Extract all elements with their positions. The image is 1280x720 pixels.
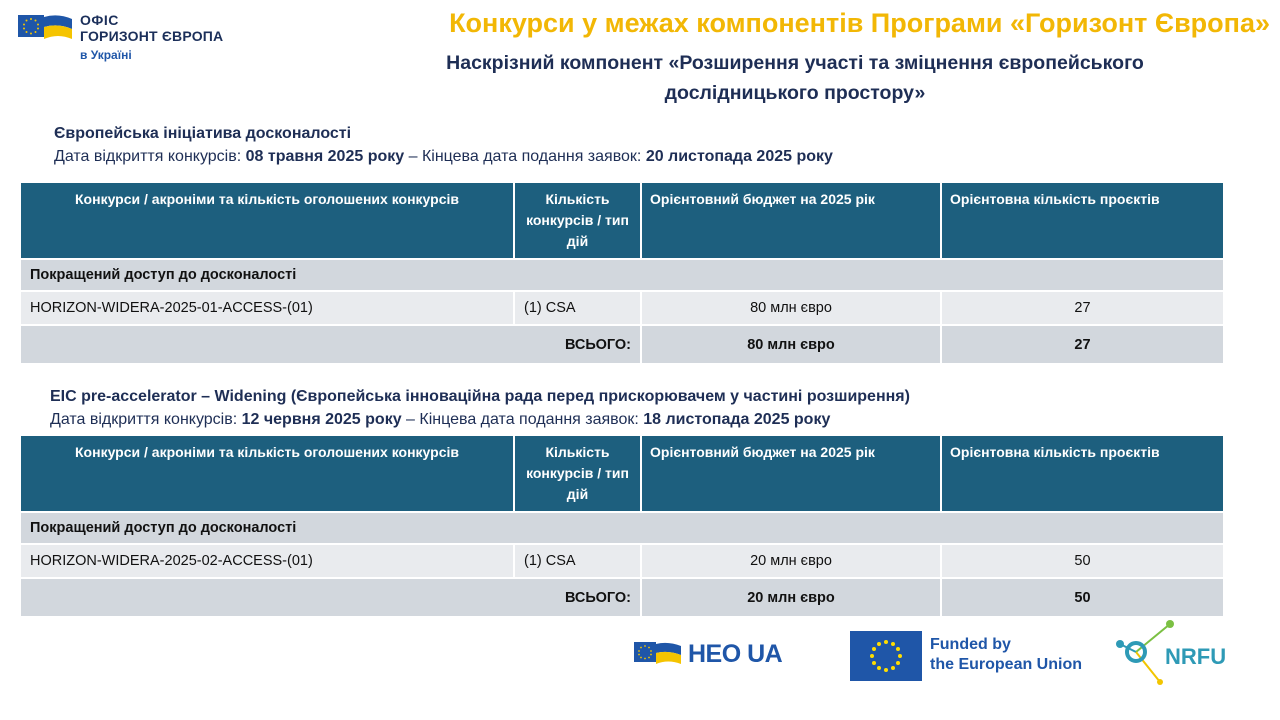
header-count-type: Кількість конкурсів / тип дій bbox=[514, 183, 641, 259]
section-2-open-date: 12 червня 2025 року bbox=[241, 411, 402, 428]
table-group-row bbox=[21, 259, 1223, 291]
header-budget: Орієнтовний бюджет на 2025 рік bbox=[641, 183, 941, 259]
table-group-row bbox=[21, 512, 1223, 544]
call-budget: 20 млн євро bbox=[641, 544, 941, 578]
section-2-dates bbox=[50, 411, 830, 429]
section-1-dates bbox=[54, 148, 833, 166]
subtitle-line2: дослідницького простору» bbox=[664, 82, 926, 104]
header-projects: Орієнтовна кількість проєктів bbox=[941, 183, 1223, 259]
total-label: ВСЬОГО: bbox=[21, 325, 641, 363]
eu-ukraine-flag-icon bbox=[18, 15, 74, 43]
call-id: HORIZON-WIDERA-2025-01-ACCESS-(01) bbox=[21, 291, 514, 325]
eu-line1: Funded by bbox=[930, 636, 1011, 653]
header-budget: Орієнтовний бюджет на 2025 рік bbox=[641, 436, 941, 512]
office-logo-line3: в Україні bbox=[80, 48, 132, 62]
call-type: (1) CSA bbox=[514, 291, 641, 325]
heo-ua-logo bbox=[634, 640, 794, 672]
nrfu-logo bbox=[1114, 618, 1244, 688]
section-2-deadline-label: – Кінцева дата подання заявок: bbox=[401, 411, 644, 428]
total-label: ВСЬОГО: bbox=[21, 578, 641, 616]
group-label: Покращений доступ до досконалості bbox=[21, 259, 1223, 291]
eu-line2: the European Union bbox=[930, 656, 1082, 673]
call-budget: 80 млн євро bbox=[641, 291, 941, 325]
page-subtitle bbox=[320, 48, 1270, 108]
table-total-row bbox=[21, 325, 1223, 363]
funded-by-eu-logo bbox=[850, 631, 1090, 681]
table-total-row bbox=[21, 578, 1223, 616]
office-logo-line2: ГОРИЗОНТ ЄВРОПА bbox=[80, 28, 224, 44]
heo-ua-text: HEO UA bbox=[688, 640, 783, 668]
table-row bbox=[21, 544, 1223, 578]
header-projects: Орієнтовна кількість проєктів bbox=[941, 436, 1223, 512]
section-1-open-date: 08 травня 2025 року bbox=[245, 148, 405, 165]
header-calls: Конкурси / акроніми та кількість оголошених конкурсів bbox=[21, 436, 514, 512]
call-projects: 27 bbox=[941, 291, 1223, 325]
section-1-calls-table bbox=[21, 183, 1223, 363]
office-logo-line1: ОФІС bbox=[80, 12, 119, 28]
total-projects: 50 bbox=[941, 578, 1223, 616]
call-id: HORIZON-WIDERA-2025-02-ACCESS-(01) bbox=[21, 544, 514, 578]
section-2-deadline-date: 18 листопада 2025 року bbox=[643, 411, 831, 428]
eu-ukraine-flag-icon bbox=[634, 642, 682, 668]
subtitle-line1: Наскрізний компонент «Розширення участі та зміцнення європейського bbox=[446, 52, 1144, 74]
page-title: Конкурси у межах компонентів Програми «Горизонт Європа» bbox=[449, 8, 1270, 38]
section-1-deadline-label: – Кінцева дата подання заявок: bbox=[404, 148, 646, 165]
total-projects: 27 bbox=[941, 325, 1223, 363]
section-2-open-label: Дата відкриття конкурсів: bbox=[50, 411, 242, 428]
section-2-heading: EIC pre-accelerator – Widening (Європейська інноваційна рада перед прискорювачем у частині розширення) bbox=[50, 388, 910, 405]
call-type: (1) CSA bbox=[514, 544, 641, 578]
office-logo-text bbox=[80, 12, 223, 63]
section-1-deadline-date: 20 листопада 2025 року bbox=[645, 148, 833, 165]
section-1-heading: Європейська ініціатива досконалості bbox=[54, 125, 352, 142]
total-budget: 20 млн євро bbox=[641, 578, 941, 616]
funded-by-eu-text bbox=[930, 635, 1082, 675]
table-header-row bbox=[21, 436, 1223, 512]
nrfu-text: NRFU bbox=[1165, 644, 1227, 669]
call-projects: 50 bbox=[941, 544, 1223, 578]
section-1-open-label: Дата відкриття конкурсів: bbox=[54, 148, 246, 165]
eu-flag-icon bbox=[850, 631, 922, 681]
group-label: Покращений доступ до досконалості bbox=[21, 512, 1223, 544]
total-budget: 80 млн євро bbox=[641, 325, 941, 363]
office-horizon-europe-logo bbox=[18, 12, 258, 72]
header-count-type: Кількість конкурсів / тип дій bbox=[514, 436, 641, 512]
table-header-row bbox=[21, 183, 1223, 259]
section-2-calls-table bbox=[21, 436, 1223, 616]
header-calls: Конкурси / акроніми та кількість оголошених конкурсів bbox=[21, 183, 514, 259]
table-row bbox=[21, 291, 1223, 325]
